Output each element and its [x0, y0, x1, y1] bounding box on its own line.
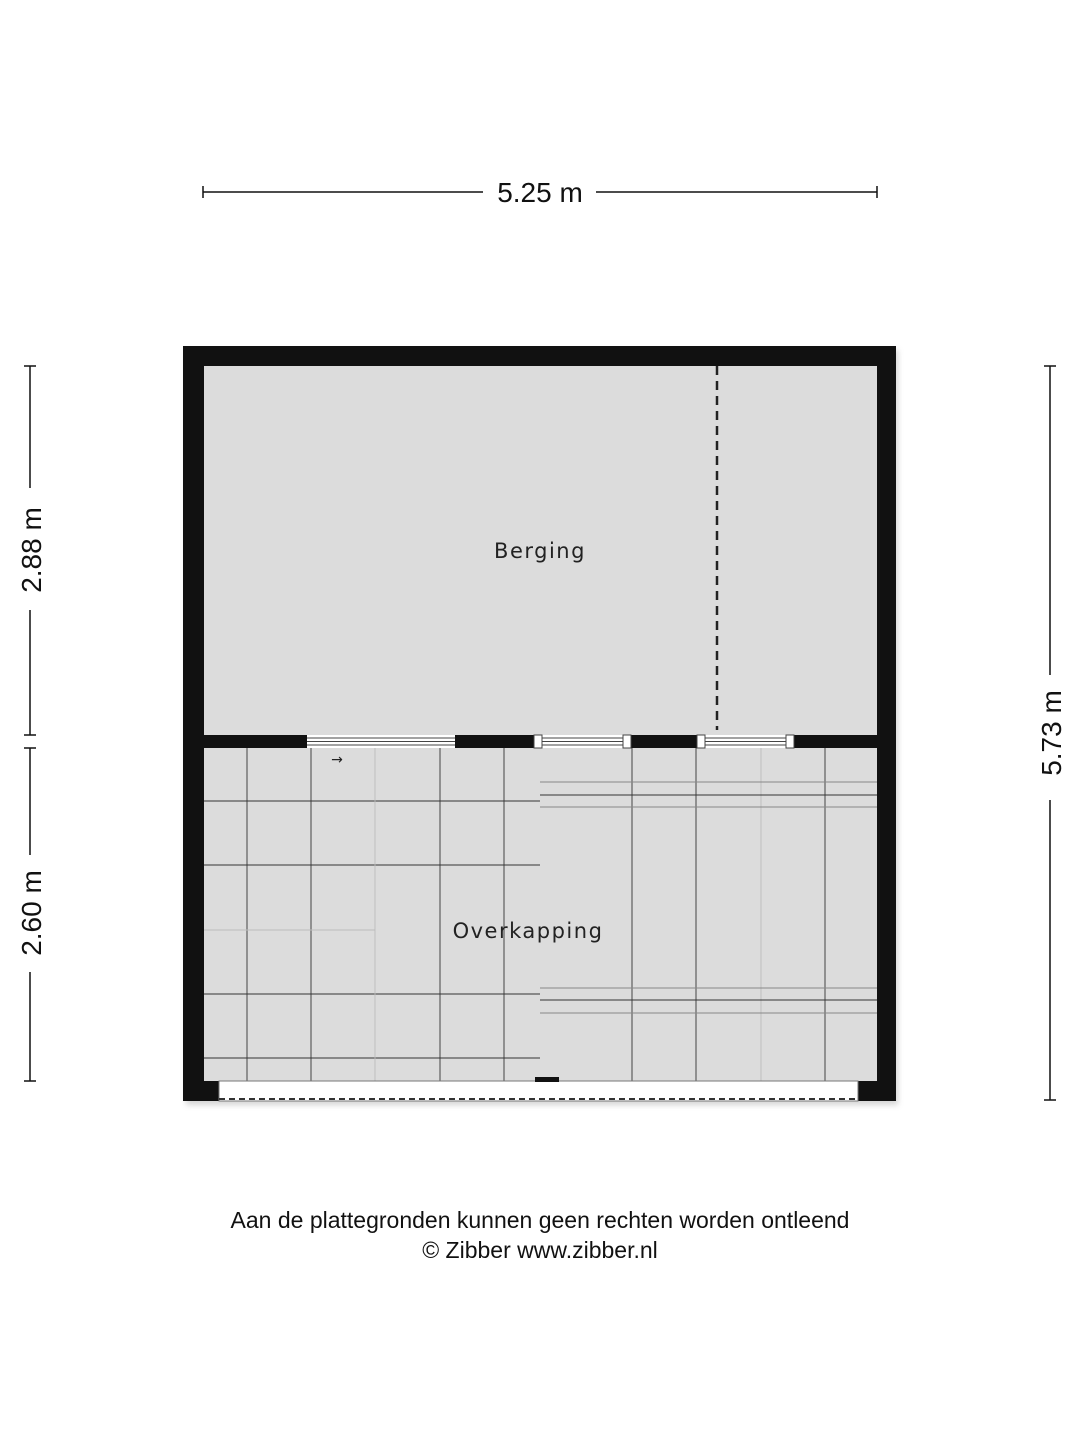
right-dimension: [1036, 366, 1067, 1100]
room-label-berging: Berging: [494, 539, 586, 563]
disclaimer-text: Aan de plattegronden kunnen geen rechten worden ontleend: [230, 1207, 850, 1233]
room-label-overkapping: Overkapping: [452, 919, 604, 943]
carport-opening: [219, 1077, 858, 1101]
window: [534, 735, 631, 748]
window: [697, 735, 794, 748]
dimension-upper-height-label: 2.88 m: [16, 507, 47, 593]
middle-wall: [204, 735, 877, 748]
window: [307, 735, 455, 748]
arrow-icon: →: [331, 752, 343, 768]
dimension-total-height-label: 5.73 m: [1036, 690, 1067, 776]
carport-floor: [204, 748, 877, 1081]
top-dimension: [203, 177, 877, 208]
dimension-width-label: 5.25 m: [497, 177, 583, 208]
dimension-lower-height-label: 2.60 m: [16, 870, 47, 956]
copyright-text: © Zibber www.zibber.nl: [422, 1237, 658, 1263]
left-dimension: [16, 366, 47, 1081]
